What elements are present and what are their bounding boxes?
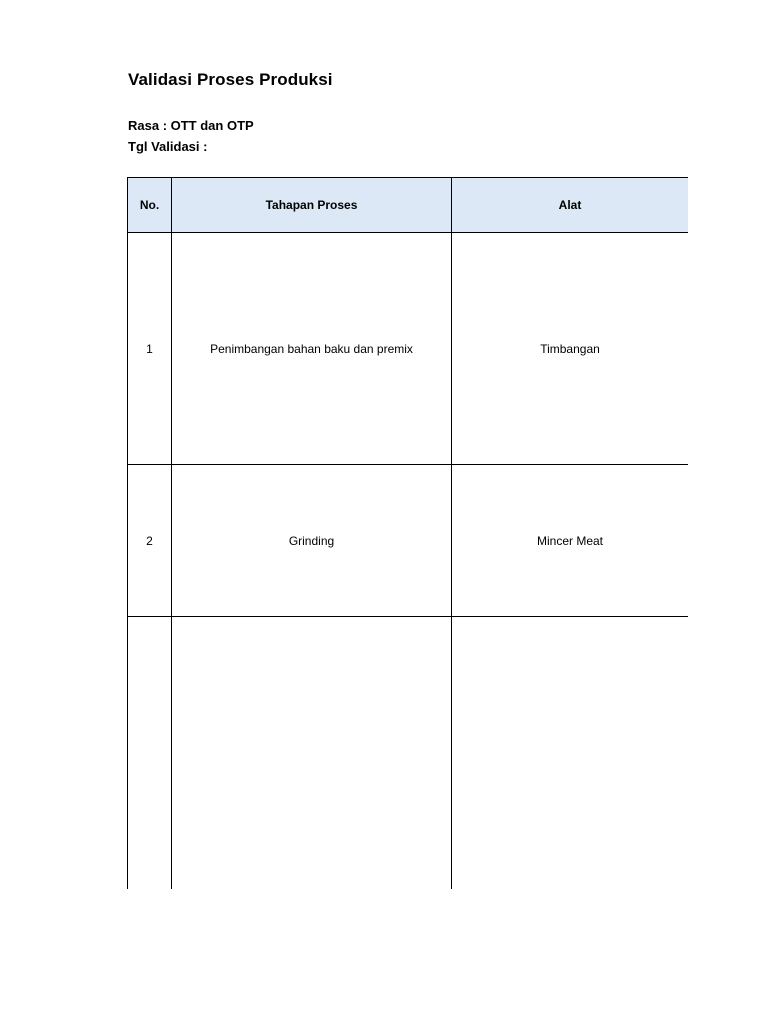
rasa-line: Rasa : OTT dan OTP — [128, 118, 254, 133]
header-no: No. — [128, 178, 172, 233]
process-table — [127, 177, 688, 889]
table-row — [128, 233, 689, 465]
header-process-step: Tahapan Proses — [172, 178, 452, 233]
document-title: Validasi Proses Produksi — [128, 70, 333, 89]
cell-process-step — [172, 617, 452, 890]
cell-process-step: Penimbangan bahan baku dan premix — [172, 233, 452, 465]
table-row — [128, 465, 689, 617]
cell-no: 2 — [128, 465, 172, 617]
table-header-row — [128, 178, 689, 233]
cell-tool — [452, 617, 689, 890]
validation-date-line: Tgl Validasi : — [128, 139, 208, 154]
cell-no — [128, 617, 172, 890]
cell-tool: Mincer Meat — [452, 465, 689, 617]
process-table-container — [127, 177, 688, 889]
header-tool: Alat — [452, 178, 689, 233]
table-row — [128, 617, 689, 890]
cell-process-step: Grinding — [172, 465, 452, 617]
cell-tool: Timbangan — [452, 233, 689, 465]
cell-no: 1 — [128, 233, 172, 465]
